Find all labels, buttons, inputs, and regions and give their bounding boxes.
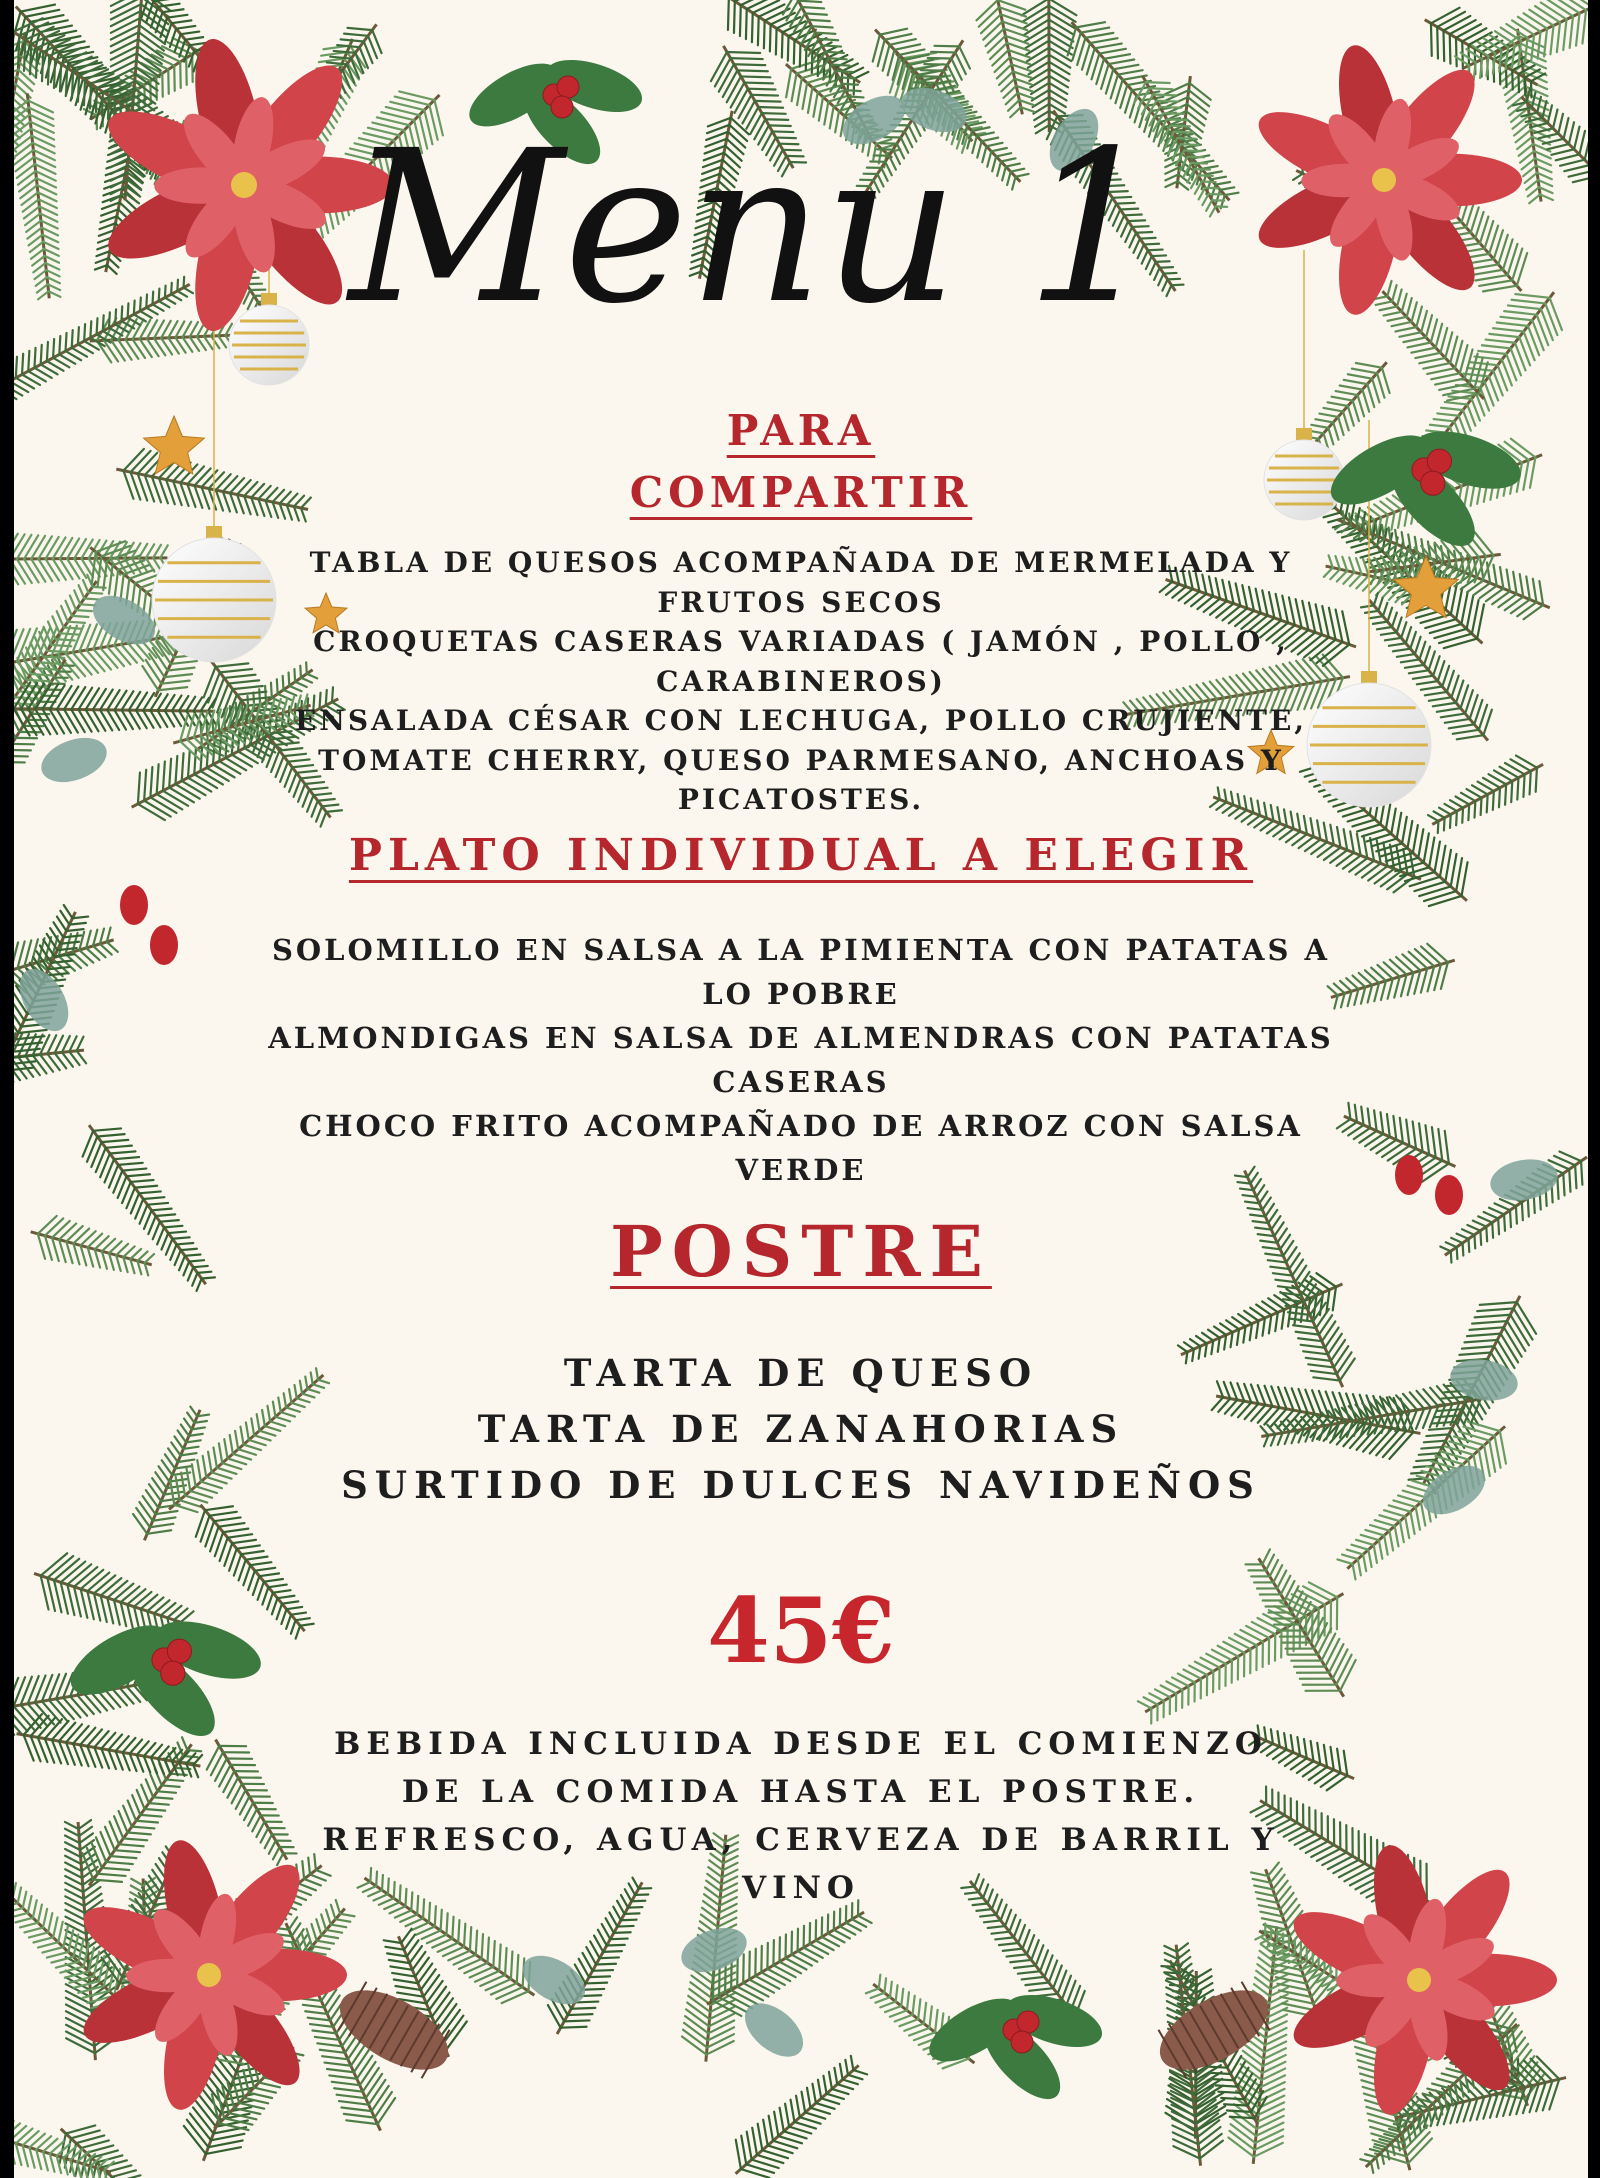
drinks-line: VINO	[742, 1870, 860, 1906]
pine-branch-icon	[14, 93, 60, 299]
pine-branch-icon	[736, 2056, 868, 2178]
list-item: SOLOMILLO EN SALSA A LA PIMIENTA CON PATATAS A	[271, 933, 1331, 967]
section-heading-para-compartir	[14, 400, 1588, 524]
list-item: FRUTOS SECOS	[657, 585, 945, 619]
pinecone-icon	[327, 1974, 461, 2086]
poinsettia-icon	[1248, 40, 1522, 321]
list-item: LO POBRE	[702, 977, 900, 1011]
list-item: CASERAS	[712, 1065, 890, 1099]
drinks-line: DE LA COMIDA HASTA EL POSTRE.	[401, 1774, 1201, 1810]
list-item: ENSALADA CÉSAR CON LECHUGA, POLLO CRUJIENTE,	[294, 704, 1308, 737]
pine-branch-icon	[60, 2125, 208, 2178]
list-item: ALMONDIGAS EN SALSA DE ALMENDRAS CON PATATAS	[268, 1021, 1334, 1055]
eucalyptus-icon	[735, 1993, 813, 2067]
pinecone-icon	[327, 1974, 1281, 2086]
menu-page	[14, 0, 1588, 2178]
holly-icon	[120, 885, 148, 925]
desserts-list	[14, 1345, 1588, 1513]
list-item: CHOCO FRITO ACOMPAÑADO DE ARROZ CON SALSA	[299, 1109, 1303, 1143]
main-dishes-list	[14, 928, 1588, 1192]
section-heading-line: PARA	[726, 406, 876, 455]
list-item: SURTIDO DE DULCES NAVIDEÑOS	[341, 1463, 1261, 1507]
section-heading-plato-individual: PLATO INDIVIDUAL A ELEGIR	[348, 830, 1254, 881]
list-item: TOMATE CHERRY, QUESO PARMESANO, ANCHOAS Y	[318, 743, 1284, 777]
list-item: TARTA DE ZANAHORIAS	[477, 1407, 1125, 1451]
drinks-note	[14, 1720, 1588, 1912]
list-item: PICATOSTES.	[677, 783, 925, 816]
price: 45€	[707, 1578, 895, 1684]
list-item: VERDE	[735, 1153, 867, 1187]
drinks-line: REFRESCO, AGUA, CERVEZA DE BARRIL Y	[322, 1822, 1280, 1858]
pine-branch-icon	[1372, 281, 1488, 401]
list-item: CROQUETAS CASERAS VARIADAS ( JAMÓN , POLLO ,	[313, 625, 1289, 658]
menu-title-text: Menu 1	[348, 105, 1160, 350]
drinks-line: BEBIDA INCLUIDA DESDE EL COMIENZO	[334, 1726, 1268, 1762]
section-heading-postre: POSTRE	[610, 1210, 992, 1293]
list-item: CARABINEROS)	[656, 664, 946, 698]
shared-dishes-list	[14, 543, 1588, 820]
section-heading-line: COMPARTIR	[629, 468, 973, 517]
list-item: TABLA DE QUESOS ACOMPAÑADA DE MERMELADA Y	[309, 546, 1293, 579]
list-item: TARTA DE QUESO	[563, 1351, 1039, 1395]
menu-title	[324, 80, 1184, 420]
